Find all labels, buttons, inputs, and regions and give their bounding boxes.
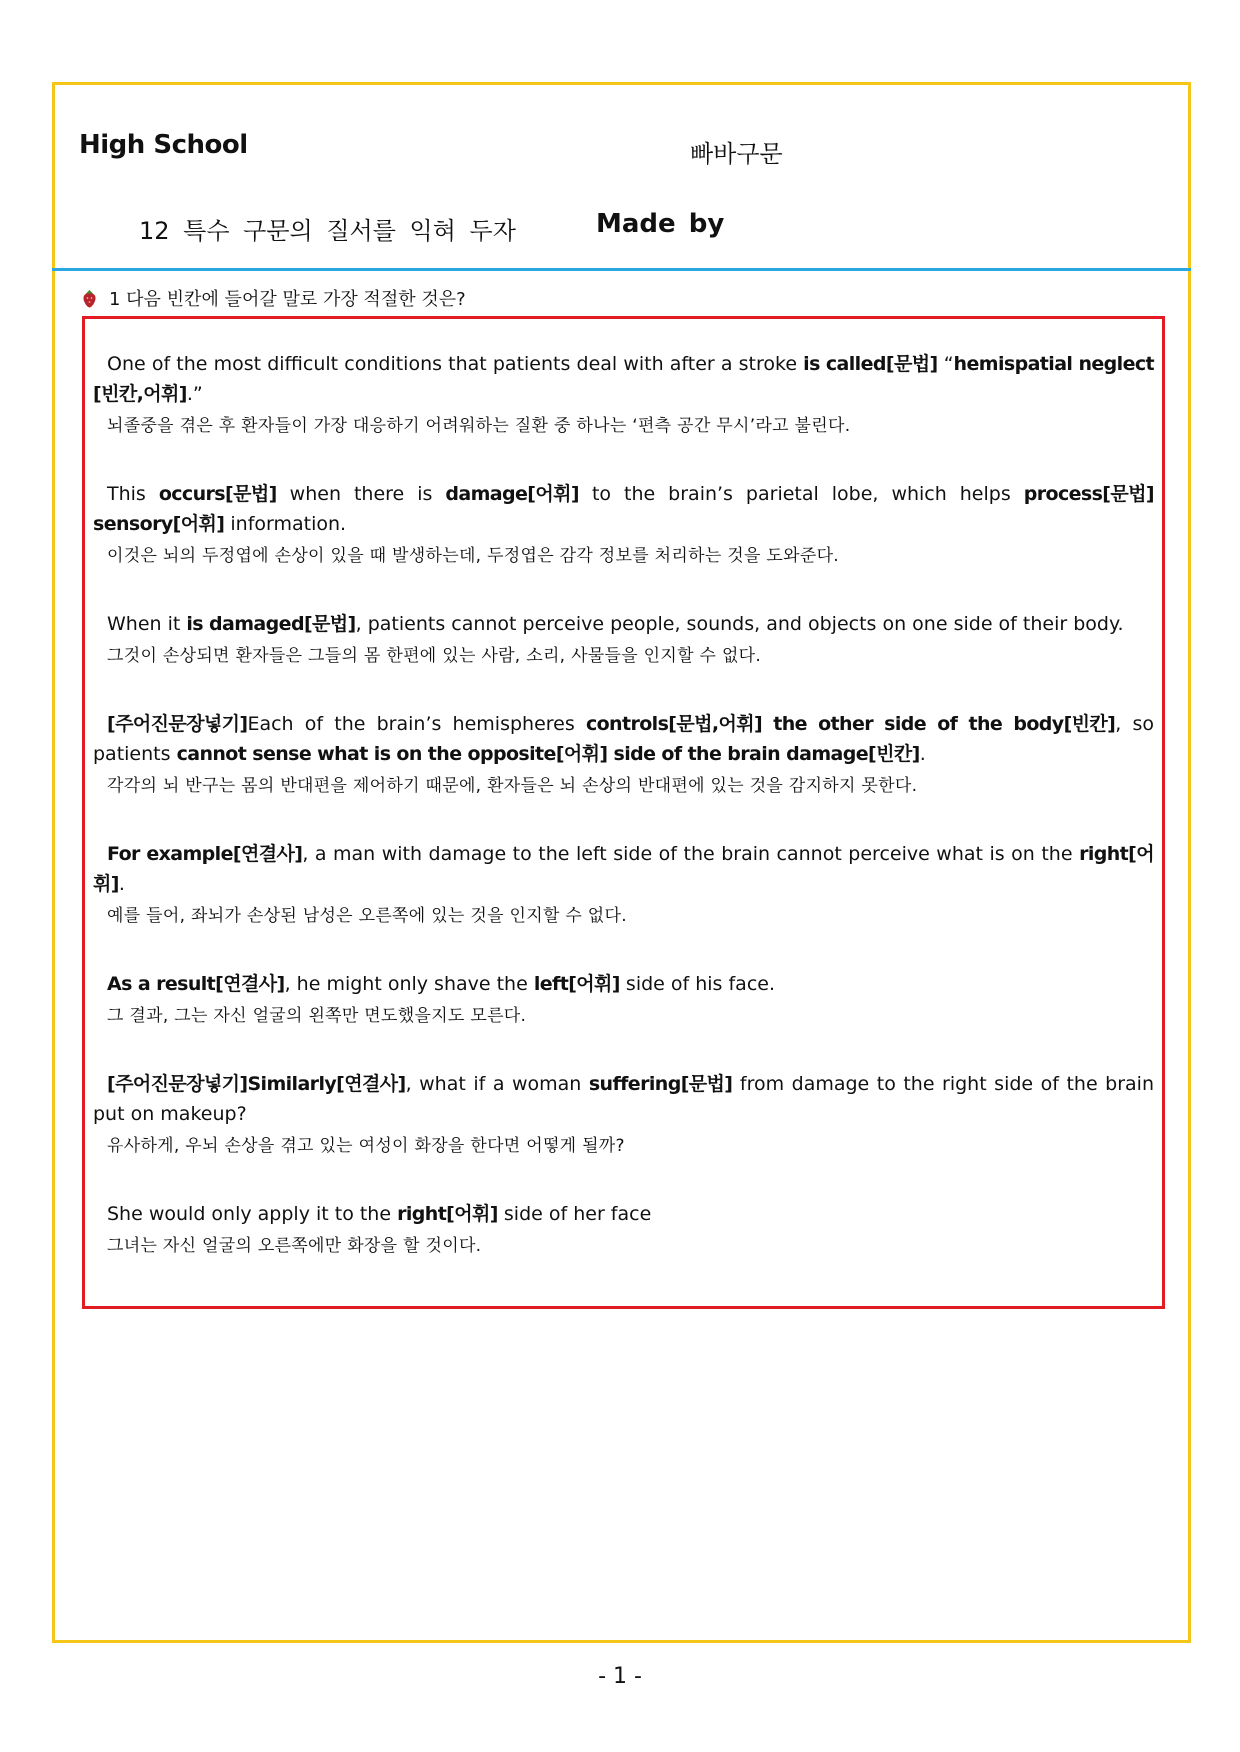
highlighted-term: occurs[문법] [158,483,277,505]
passage-paragraph [93,609,1154,669]
question-line [82,285,466,311]
korean-translation: 그 결과, 그는 자신 얼굴의 왼쪽만 면도했을지도 모른다. [107,1006,527,1026]
korean-translation: 유사하게, 우뇌 손상을 겪고 있는 여성이 화장을 한다면 어떻게 될까? [107,1136,625,1156]
sentence-text: . [118,873,125,895]
passage-paragraph [93,839,1154,929]
english-sentence [93,1199,1154,1229]
passage-paragraph [93,479,1154,569]
unit-title: 12 특수 구문의 질서를 익혀 두자 [139,217,516,245]
sentence-text: side of her face [497,1203,652,1225]
series-title: 빠바구문 [690,140,783,168]
sentence-text: from damage to the right side of the brain put on makeup? [93,1073,1154,1125]
made-by-label: Made by [596,209,725,239]
passage-paragraph [93,349,1154,439]
sentence-text: , so patients [93,713,1155,765]
english-sentence [93,969,1154,999]
highlighted-term: controls[문법,어휘] the other side of the body[빈칸] [585,713,1116,735]
sentence-text: “ [937,353,954,375]
sentence-text: This [107,483,159,505]
highlighted-term: process[문법] sensory[어휘] [93,483,1154,535]
sentence-text: , a man with damage to the left side of the brain cannot perceive what is on the [302,843,1080,865]
highlighted-term: [주어진문장넣기] [107,713,248,735]
highlighted-term: is called[문법] [803,353,938,375]
highlighted-term: suffering[문법] [588,1073,733,1095]
sentence-text: .” [186,383,203,405]
english-sentence [93,1069,1154,1129]
sentence-text: , what if a woman [405,1073,589,1095]
passage-paragraph [93,1069,1154,1159]
sentence-text: side of his face. [619,973,776,995]
passage-paragraph [93,1199,1154,1259]
sentence-text: When it [107,613,187,635]
sentence-text: Each of the brain’s hemispheres [247,713,586,735]
highlighted-term: For example[연결사] [107,843,303,865]
strawberry-bullet-icon [82,289,97,308]
highlighted-term: right[어휘] [93,843,1154,895]
highlighted-term: As a result[연결사] [107,973,285,995]
korean-translation: 그것이 손상되면 환자들은 그들의 몸 한편에 있는 사람, 소리, 사물들을 인지할 수 없다. [107,646,762,666]
english-sentence [93,709,1154,769]
sentence-text: information. [224,513,347,535]
sentence-text: One of the most difficult conditions that patients deal with after a stroke [107,353,804,375]
header-divider [52,268,1191,271]
sentence-text: . [919,743,926,765]
korean-translation: 뇌졸중을 겪은 후 환자들이 가장 대응하기 어려워하는 질환 중 하나는 ‘편측 공간 무시’라고 불린다. [107,416,851,436]
sentence-text: She would only apply it to the [107,1203,398,1225]
korean-translation: 예를 들어, 좌뇌가 손상된 남성은 오른쪽에 있는 것을 인지할 수 없다. [107,906,627,926]
highlighted-term: right[어휘] [397,1203,498,1225]
korean-translation: 이것은 뇌의 두정엽에 손상이 있을 때 발생하는데, 두정엽은 감각 정보를 처리하는 것을 도와준다. [107,546,840,566]
passage-paragraph [93,709,1154,799]
highlighted-term: left[어휘] [533,973,620,995]
english-sentence [93,609,1154,639]
highlighted-term: is damaged[문법] [186,613,356,635]
korean-translation: 그녀는 자신 얼굴의 오른쪽에만 화장을 할 것이다. [107,1236,482,1256]
highlighted-term: [주어진문장넣기]Similarly[연결사] [107,1073,406,1095]
english-sentence [93,839,1154,899]
passage-paragraph [93,969,1154,1029]
highlighted-term: cannot sense what is on the opposite[어휘] side of the brain damage[빈칸] [176,743,920,765]
school-label: High School [79,130,248,160]
english-sentence [93,479,1154,539]
english-sentence [93,349,1154,409]
page-number: - 1 - [598,1664,642,1689]
question-text: 1 다음 빈칸에 들어갈 말로 가장 적절한 것은? [109,289,466,310]
sentence-text: , he might only shave the [284,973,534,995]
korean-translation: 각각의 뇌 반구는 몸의 반대편을 제어하기 때문에, 환자들은 뇌 손상의 반대편에 있는 것을 감지하지 못한다. [107,776,918,796]
highlighted-term: damage[어휘] [445,483,579,505]
highlighted-term: hemispatial neglect [빈칸,어휘] [93,353,1154,405]
sentence-text: to the brain’s parietal lobe, which helps [578,483,1024,505]
sentence-text: , patients cannot perceive people, sounds, and objects on one side of their body. [355,613,1124,635]
passage-box [82,316,1165,1309]
sentence-text: when there is [276,483,446,505]
